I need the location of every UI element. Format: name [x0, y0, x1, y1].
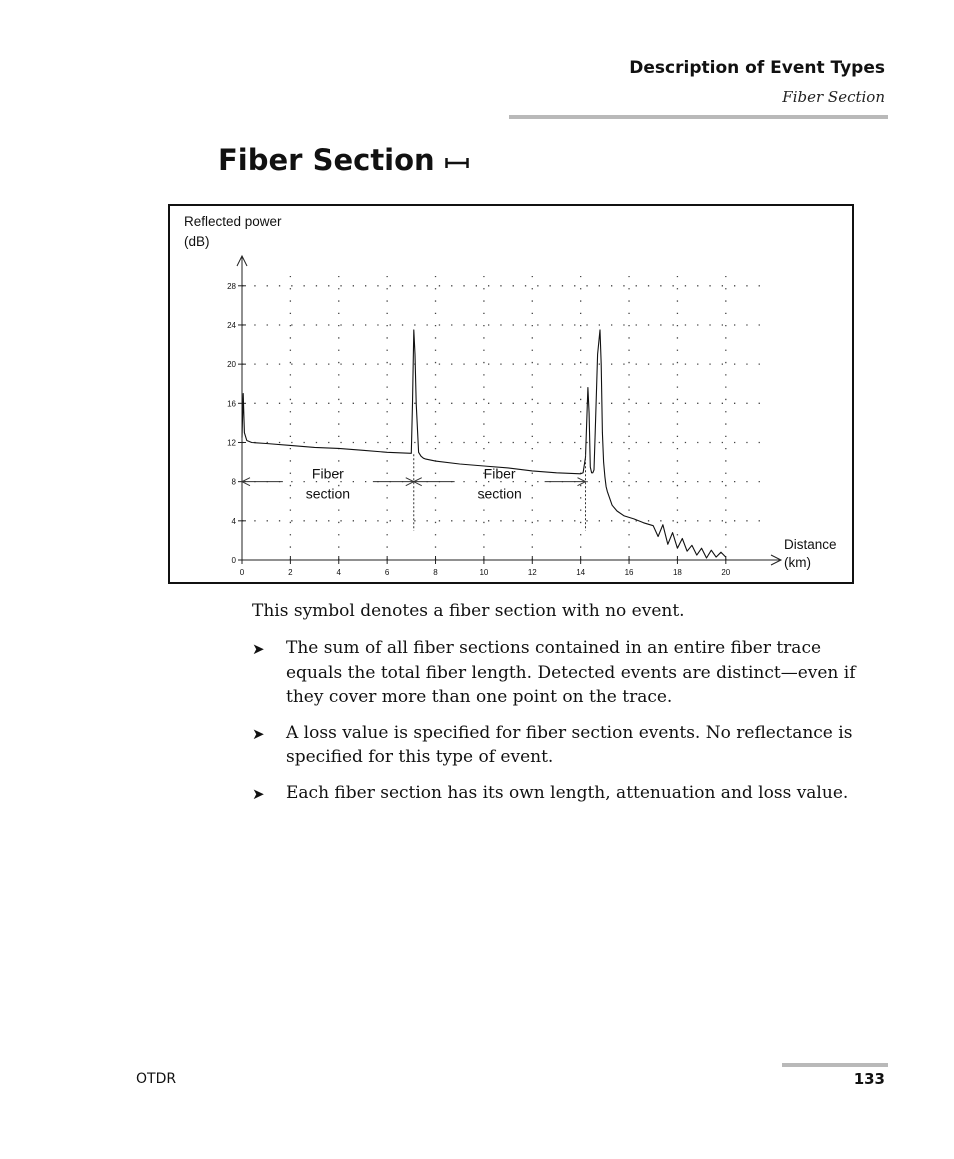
- y-tick-label: 20: [227, 360, 236, 370]
- fiber-section-symbol-icon: [445, 157, 469, 169]
- y-tick-label: 4: [231, 516, 236, 526]
- x-tick-label: 18: [672, 568, 682, 577]
- y-axis-label: Reflected power: [184, 214, 282, 229]
- x-tick-label: 14: [576, 568, 586, 577]
- x-tick-label: 12: [527, 568, 537, 577]
- bullet-item: [252, 636, 882, 710]
- section-label: Fiber: [311, 465, 344, 482]
- footer-product: OTDR: [136, 1071, 177, 1087]
- bullet-text: Each fiber section has its own length, attenuation and loss value.: [286, 782, 849, 803]
- x-tick-label: 2: [288, 568, 293, 577]
- x-tick-label: 6: [384, 568, 390, 577]
- header-subtitle: Fiber Section: [782, 88, 885, 106]
- y-axis-label-unit: (dB): [184, 234, 210, 249]
- y-tick-label: 8: [231, 477, 236, 487]
- section-label: section: [477, 485, 522, 502]
- bullet-item: [252, 721, 882, 770]
- arrow-bullet-icon: ➤: [252, 784, 265, 803]
- y-tick-label: 12: [227, 438, 236, 448]
- footer-rule: [782, 1063, 888, 1067]
- header-rule: [509, 115, 888, 119]
- otdr-trace-chart: [170, 206, 852, 582]
- x-axis-label-unit: (km): [784, 555, 811, 570]
- y-tick-label: 28: [227, 281, 236, 291]
- x-tick-label: 0: [239, 568, 245, 577]
- y-tick-label: 0: [231, 556, 236, 565]
- page-number: 133: [853, 1070, 885, 1088]
- x-axis-label: Distance: [784, 537, 837, 552]
- x-tick-label: 8: [433, 568, 438, 577]
- section-heading: [218, 143, 469, 177]
- section-label: section: [305, 485, 351, 502]
- arrow-bullet-icon: ➤: [252, 724, 265, 743]
- section-label: Fiber: [483, 465, 516, 482]
- bullet-text: A loss value is specified for fiber section events. No reflectance is specified for this type of event.: [286, 722, 853, 767]
- otdr-trace-figure: [168, 204, 854, 584]
- trace-line: [242, 330, 726, 558]
- x-tick-label: 10: [479, 568, 489, 577]
- bullet-list: [252, 636, 882, 816]
- x-tick-label: 20: [721, 568, 731, 577]
- header-title: Description of Event Types: [629, 58, 885, 78]
- x-tick-label: 4: [336, 568, 341, 577]
- x-tick-label: 16: [624, 568, 634, 577]
- y-tick-label: 24: [227, 320, 236, 330]
- bullet-text: The sum of all fiber sections contained in an entire fiber trace equals the total fiber length. Detected events are distinct—even if they cover more than one point on the trace.: [286, 638, 856, 707]
- y-tick-label: 16: [227, 399, 236, 409]
- arrow-bullet-icon: ➤: [252, 640, 265, 658]
- intro-paragraph: This symbol denotes a fiber section with no event.: [252, 601, 685, 621]
- bullet-item: [252, 781, 882, 806]
- section-title: Fiber Section: [218, 143, 435, 177]
